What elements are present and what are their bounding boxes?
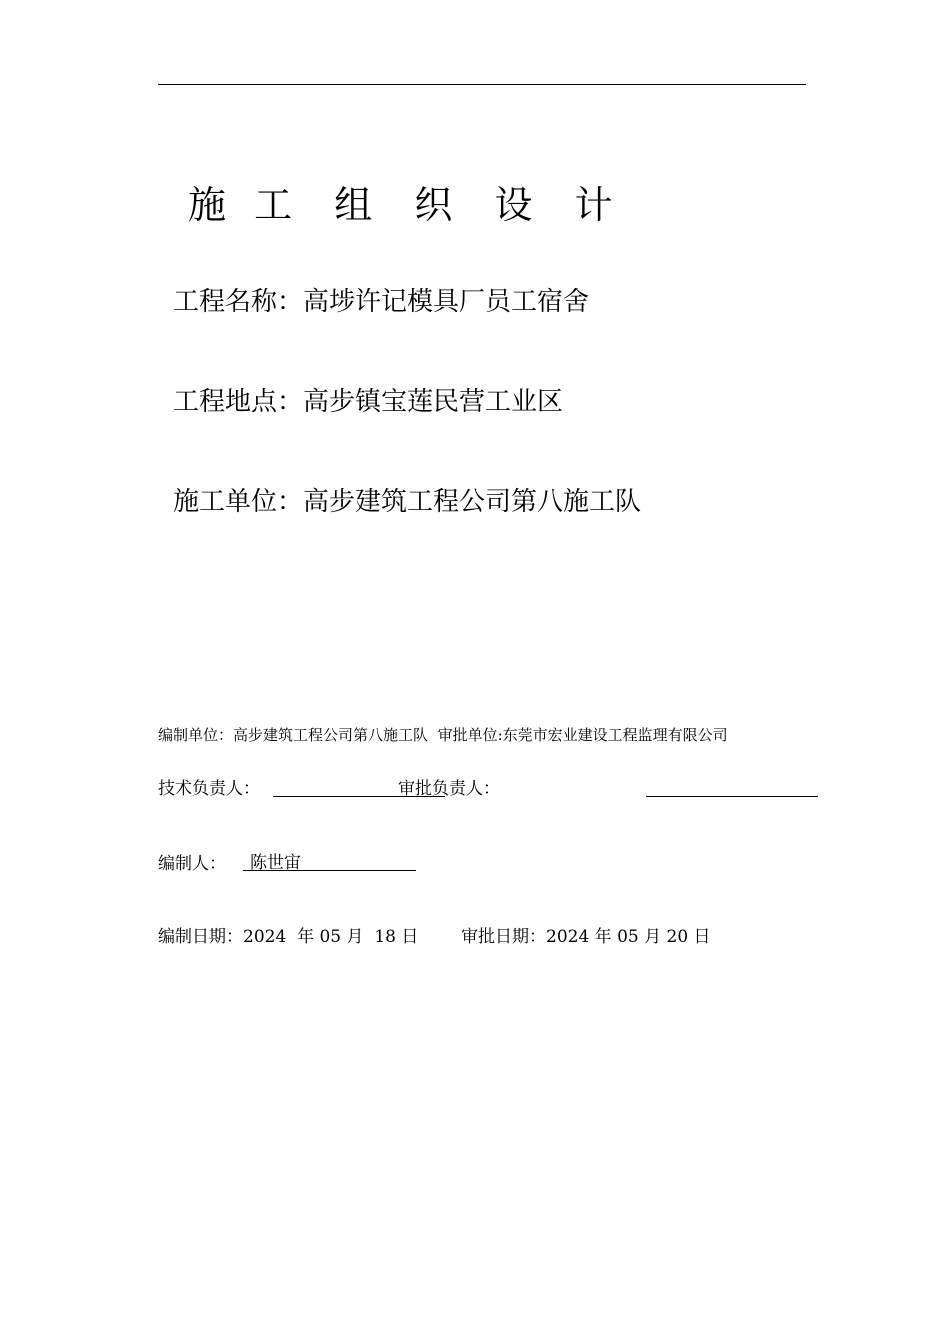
project-name-value: 高埗许记模具厂员工宿舍: [303, 287, 590, 317]
compile-date-label: 编制日期：: [158, 927, 243, 947]
document-title: [188, 174, 613, 229]
approval-lead-label: 审批负责人：: [398, 779, 500, 799]
project-name-line: [173, 281, 589, 318]
approval-lead-signature-line: [646, 796, 818, 797]
title-char: 施: [188, 183, 227, 227]
contractor-label: 施工单位：: [173, 487, 304, 517]
project-name-label: 工程名称：: [173, 287, 304, 317]
compiler-label: 编制人：: [158, 854, 226, 874]
title-char: 设: [494, 183, 533, 227]
units-line: [158, 724, 728, 745]
title-char: 织: [414, 183, 453, 227]
compile-date-value: 2024 年 05 月 18 日: [243, 927, 419, 947]
tech-lead-label: 技术负责人：: [158, 779, 260, 799]
approval-unit-label: 审批单位:: [437, 726, 503, 744]
title-char: 工: [254, 183, 293, 227]
title-char: 计: [574, 183, 613, 227]
compiler-unit-label: 编制单位：: [158, 726, 234, 744]
compiler-value: 陈世宙: [250, 853, 301, 873]
approval-date-value: 2024 年 05 月 20 日: [546, 927, 711, 947]
contractor-value: 高步建筑工程公司第八施工队: [303, 487, 642, 517]
title-char: 组: [334, 183, 373, 227]
contractor-line: [173, 481, 641, 518]
header-rule: [158, 84, 806, 85]
project-site-value: 高步镇宝莲民营工业区: [303, 387, 564, 417]
compiler-unit-value: 高步建筑工程公司第八施工队: [233, 726, 429, 744]
approval-unit-value: 东莞市宏业建设工程监理有限公司: [502, 726, 728, 744]
dates-line: [158, 922, 418, 947]
compiler-signature-line: [243, 870, 416, 871]
project-site-line: [173, 381, 563, 418]
approval-date-line: [461, 922, 711, 947]
project-site-label: 工程地点：: [173, 387, 304, 417]
approval-date-label: 审批日期：: [461, 927, 546, 947]
